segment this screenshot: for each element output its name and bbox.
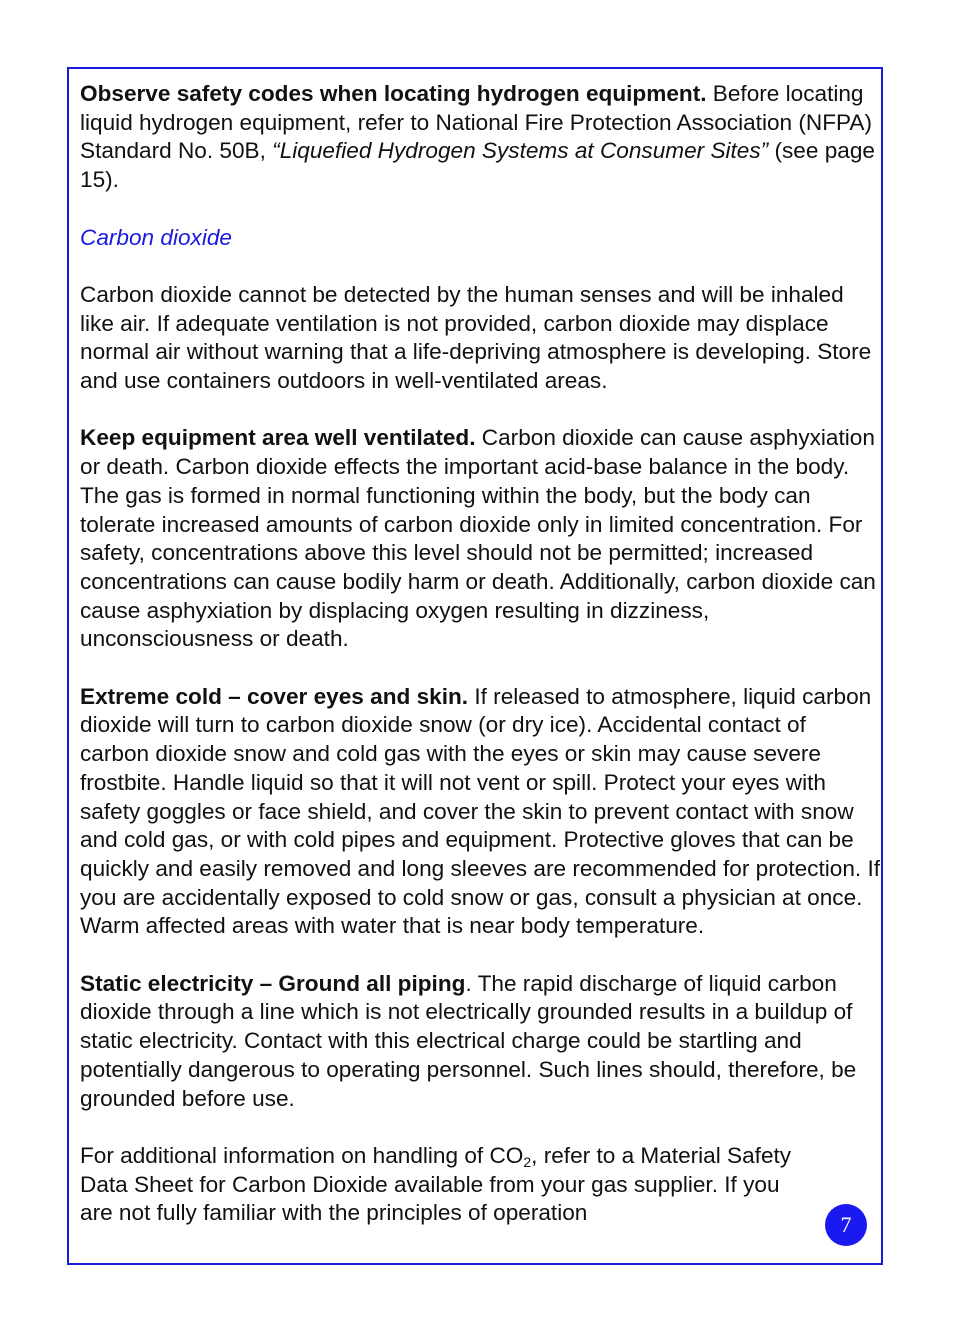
co2-subscript: 2: [523, 1153, 532, 1170]
page-number-badge: 7: [825, 1204, 867, 1246]
section-heading: Carbon dioxide: [80, 224, 232, 250]
ventilation-lead: Keep equipment area well ventilated.: [80, 425, 476, 451]
hydrogen-text-2: (see page 15).: [80, 138, 875, 193]
hydrogen-paragraph: [80, 80, 880, 195]
hydrogen-standard-title: “Liquefied Hydrogen Systems at Consumer Sites”: [272, 138, 769, 164]
hydrogen-text-1: Before locating liquid hydrogen equipment, refer to National Fire Protection Association (NFPA) Standard No. 50B,: [80, 81, 873, 164]
additional-text-2: , refer to a Material Safety Data Sheet for Carbon Dioxide available from your gas supplier. If you are not fully familiar with the principles of operation: [80, 1142, 792, 1226]
ventilation-text: Carbon dioxide can cause asphyxiation or death. Carbon dioxide effects the important acid-base balance in the body. The gas is formed in normal functioning within the body, but the body can tolerate increased amounts of carbon dioxide only in limited concentration. For safety, concentrations above this level should not be permitted; increased concentrations can cause bodily harm or death. Additionally, carbon dioxide can cause asphyxiation by displacing oxygen resulting in dizziness, unconsciousness or death.: [80, 425, 876, 652]
cold-text: If released to atmosphere, liquid carbon dioxide will turn to carbon dioxide snow (or dry ice). Accidental contact of carbon dioxide snow and cold gas with the eyes or skin may cause severe frostbite. Handle liquid so that it will not vent or spill. Protect your eyes with safety goggles or face shield, and cover the skin to prevent contact with snow and cold gas, or with cold pipes and equipment. Protective gloves that can be quickly and easily removed and long sleeves are recommended for protection. If you are accidentally exposed to cold snow or gas, consult a physician at once. Warm affected areas with water that is near body temperature.: [80, 683, 880, 939]
hydrogen-lead: Observe safety codes when locating hydrogen equipment.: [80, 81, 707, 106]
document-body: [80, 80, 880, 1228]
static-text: . The rapid discharge of liquid carbon dioxide through a line which is not electrically grounded results in a buildup of static electricity. Contact with this electrical charge could be startling and potentially dangerous to operating personnel. Such lines should, therefore, be grounded before use.: [80, 970, 857, 1111]
cold-lead: Extreme cold – cover eyes and skin.: [80, 683, 469, 709]
additional-text-1: For additional information on handling of CO: [80, 1142, 524, 1168]
intro-paragraph: Carbon dioxide cannot be detected by the human senses and will be inhaled like air. If adequate ventilation is not provided, carbon dioxide may displace normal air without warning that a life-depriving atmosphere is developing. Store and use containers outdoors in well-ventilated areas.: [80, 281, 872, 393]
static-paragraph: [80, 970, 880, 1114]
static-lead: Static electricity – Ground all piping: [80, 970, 466, 996]
cold-paragraph: [80, 683, 880, 941]
ventilation-paragraph: [80, 424, 880, 654]
additional-info-paragraph: [80, 1142, 880, 1228]
